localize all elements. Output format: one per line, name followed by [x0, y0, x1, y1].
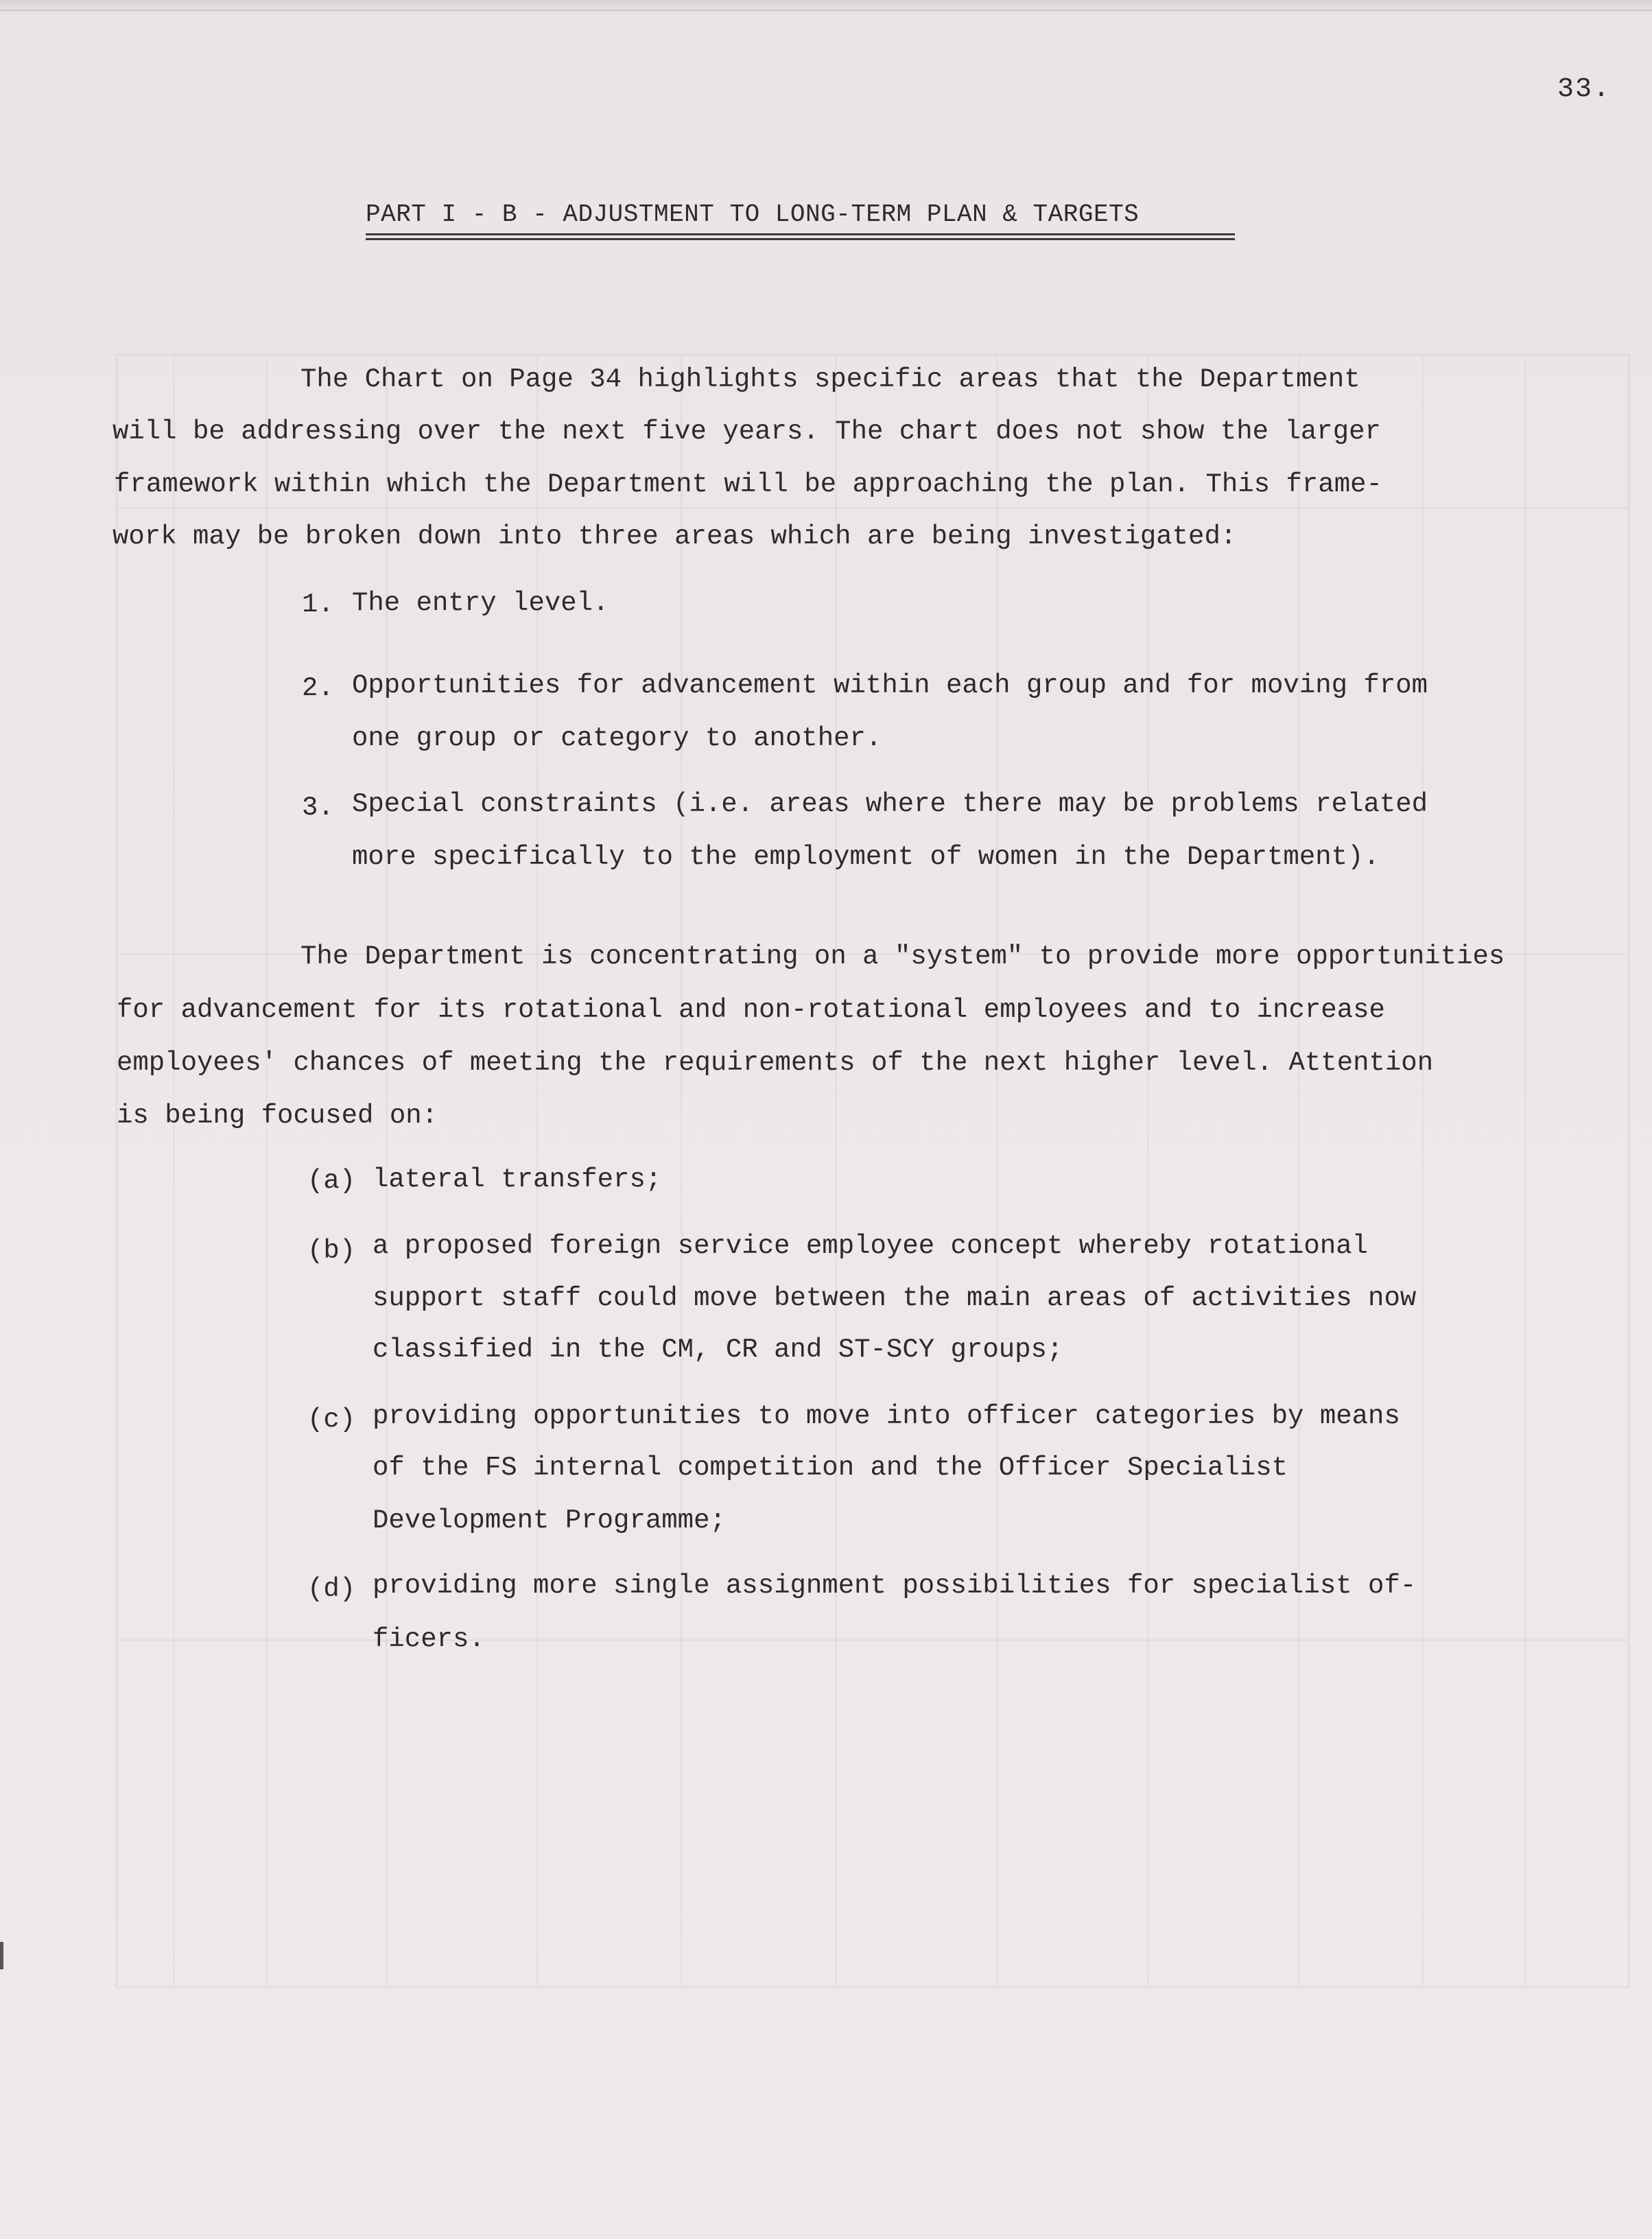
bleed-hline [118, 1639, 1627, 1641]
list-item-marker: (c) [307, 1405, 356, 1435]
bleed-vline [681, 356, 683, 1986]
bleed-vline [835, 356, 837, 1986]
bleed-vline [1298, 356, 1300, 1986]
list-item-text: ficers. [373, 1624, 485, 1654]
bleed-vline [266, 356, 268, 1986]
page-number: 33. [1557, 74, 1612, 105]
edge-mark [0, 1942, 3, 1969]
list-item-marker: 1. [302, 589, 334, 620]
system-line: for advancement for its rotational and non-rotational employees and to increase [117, 995, 1385, 1025]
list-item-text: Development Programme; [373, 1505, 726, 1536]
list-item-marker: 2. [302, 673, 334, 703]
list-item-marker: (b) [307, 1236, 356, 1266]
page-top-edge [0, 0, 1652, 15]
list-item-text: Opportunities for advancement within each group and for moving from [352, 670, 1428, 701]
heading-underline [366, 233, 1235, 235]
heading-underline [366, 238, 1235, 240]
system-line: employees' chances of meeting the requirements of the next higher level. Attention [117, 1048, 1434, 1078]
list-item-text: classified in the CM, CR and ST-SCY groups; [373, 1335, 1063, 1365]
bleed-vline [1421, 356, 1424, 1986]
system-line: The Department is concentrating on a "system" to provide more opportunities [300, 941, 1505, 972]
intro-line: The Chart on Page 34 highlights specific areas that the Department [300, 364, 1360, 395]
list-item-marker: 3. [302, 793, 334, 823]
system-line: is being focused on: [117, 1101, 438, 1131]
list-item-text: of the FS internal competition and the Officer Specialist [373, 1453, 1288, 1483]
list-item-text: one group or category to another. [352, 723, 882, 753]
intro-line: work may be broken down into three areas which are being investigated: [113, 521, 1237, 552]
section-heading: PART I - B - ADJUSTMENT TO LONG-TERM PLAN & TARGETS [366, 200, 1140, 228]
list-item-text: support staff could move between the main areas of activities now [373, 1283, 1417, 1313]
bleed-hline [118, 507, 1627, 509]
bleed-vline [1147, 356, 1149, 1986]
page-top-edge-line [0, 10, 1652, 11]
list-item-marker: (d) [307, 1574, 356, 1604]
list-item-text: a proposed foreign service employee concept whereby rotational [373, 1231, 1369, 1261]
bleed-vline [1524, 356, 1526, 1986]
list-item-text: more specifically to the employment of women in the Department). [352, 842, 1380, 872]
intro-line: will be addressing over the next five years. The chart does not show the larger [113, 417, 1381, 447]
list-item-text: providing opportunities to move into officer categories by means [373, 1401, 1400, 1431]
list-item-text: The entry level. [352, 588, 609, 618]
intro-line: framework within which the Department will be approaching the plan. This frame- [114, 469, 1382, 500]
list-item-text: lateral transfers; [373, 1164, 662, 1195]
bleed-vline [996, 356, 998, 1986]
list-item-text: providing more single assignment possibilities for specialist of- [373, 1571, 1417, 1601]
list-item-text: Special constraints (i.e. areas where there may be problems related [352, 789, 1428, 819]
list-item-marker: (a) [307, 1166, 356, 1196]
bleed-vline [173, 356, 175, 1986]
